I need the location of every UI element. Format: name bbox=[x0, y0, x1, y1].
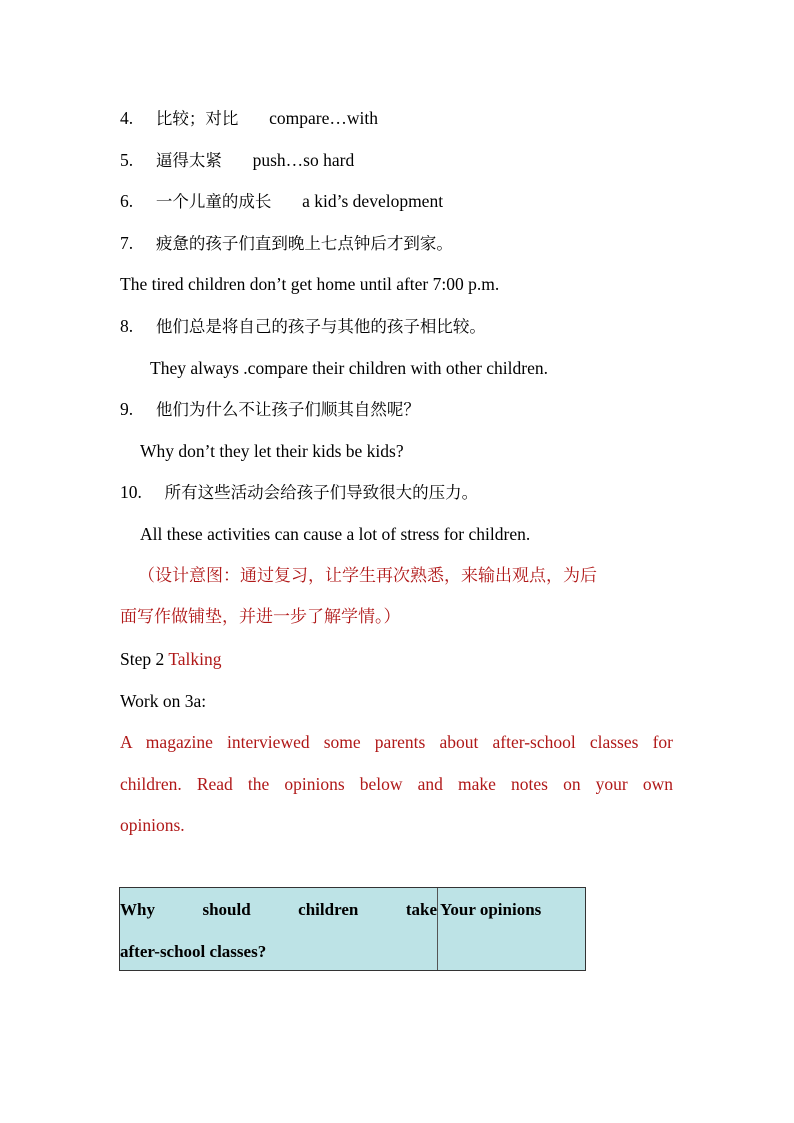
sentence-number: 9. bbox=[120, 399, 134, 419]
vocab-item-6 bbox=[120, 189, 443, 214]
sentence-9-english: Why don’t they let their kids be kids? bbox=[140, 441, 404, 461]
sentence-number: 10. bbox=[120, 482, 142, 502]
instruction-line-3: opinions. bbox=[120, 815, 185, 835]
item-chinese: 逼得太紧 bbox=[155, 151, 222, 170]
sentence-chinese: 他们为什么不让孩子们顺其自然呢？ bbox=[155, 400, 420, 419]
sentence-7-english: The tired children don’t get home until after 7:00 p.m. bbox=[120, 274, 500, 294]
sentence-number: 8. bbox=[120, 316, 134, 336]
opinions-table bbox=[119, 887, 586, 971]
item-english: a kid’s development bbox=[302, 191, 444, 211]
table-header-your-opinions: Your opinions bbox=[440, 900, 542, 919]
table-header-question-line-1: Why should children take bbox=[120, 900, 437, 919]
item-number: 4. bbox=[120, 108, 134, 128]
sentence-number: 7. bbox=[120, 233, 134, 253]
step-label: Step 2 bbox=[120, 649, 165, 669]
item-number: 6. bbox=[120, 191, 134, 211]
sentence-chinese: 他们总是将自己的孩子与其他的孩子相比较。 bbox=[155, 317, 486, 336]
vocab-item-4 bbox=[120, 106, 378, 131]
sentence-9-chinese bbox=[120, 397, 420, 422]
instruction-line-1: A magazine interviewed some parents about after-school classes for bbox=[120, 732, 673, 752]
item-english: push…so hard bbox=[252, 150, 355, 170]
design-note-line-1: （设计意图：通过复习，让学生再次熟悉，来输出观点，为后 bbox=[138, 566, 597, 586]
step-title: Talking bbox=[168, 649, 222, 669]
item-english: compare…with bbox=[269, 108, 378, 128]
sentence-10-english: All these activities can cause a lot of stress for children. bbox=[140, 524, 531, 544]
sentence-chinese: 疲惫的孩子们直到晚上七点钟后才到家。 bbox=[155, 234, 453, 253]
sentence-chinese: 所有这些活动会给孩子们导致很大的压力。 bbox=[164, 483, 479, 502]
sentence-7-chinese bbox=[120, 231, 453, 256]
table-column-divider bbox=[437, 888, 438, 970]
sentence-8-english: They always .compare their children with other children. bbox=[150, 358, 548, 378]
item-chinese: 比较；对比 bbox=[155, 109, 239, 128]
vocab-item-5 bbox=[120, 148, 354, 173]
design-note-line-2: 面写作做铺垫，并进一步了解学情。） bbox=[120, 607, 401, 627]
sentence-8-chinese bbox=[120, 314, 486, 339]
work-on-label: Work on 3a: bbox=[120, 691, 207, 711]
sentence-10-chinese bbox=[120, 480, 478, 505]
step-heading bbox=[120, 647, 222, 671]
item-number: 5. bbox=[120, 150, 134, 170]
item-chinese: 一个儿童的成长 bbox=[155, 192, 272, 211]
table-header-question-line-2: after-school classes? bbox=[120, 942, 267, 961]
instruction-line-2: children. Read the opinions below and make notes on your own bbox=[120, 774, 673, 794]
